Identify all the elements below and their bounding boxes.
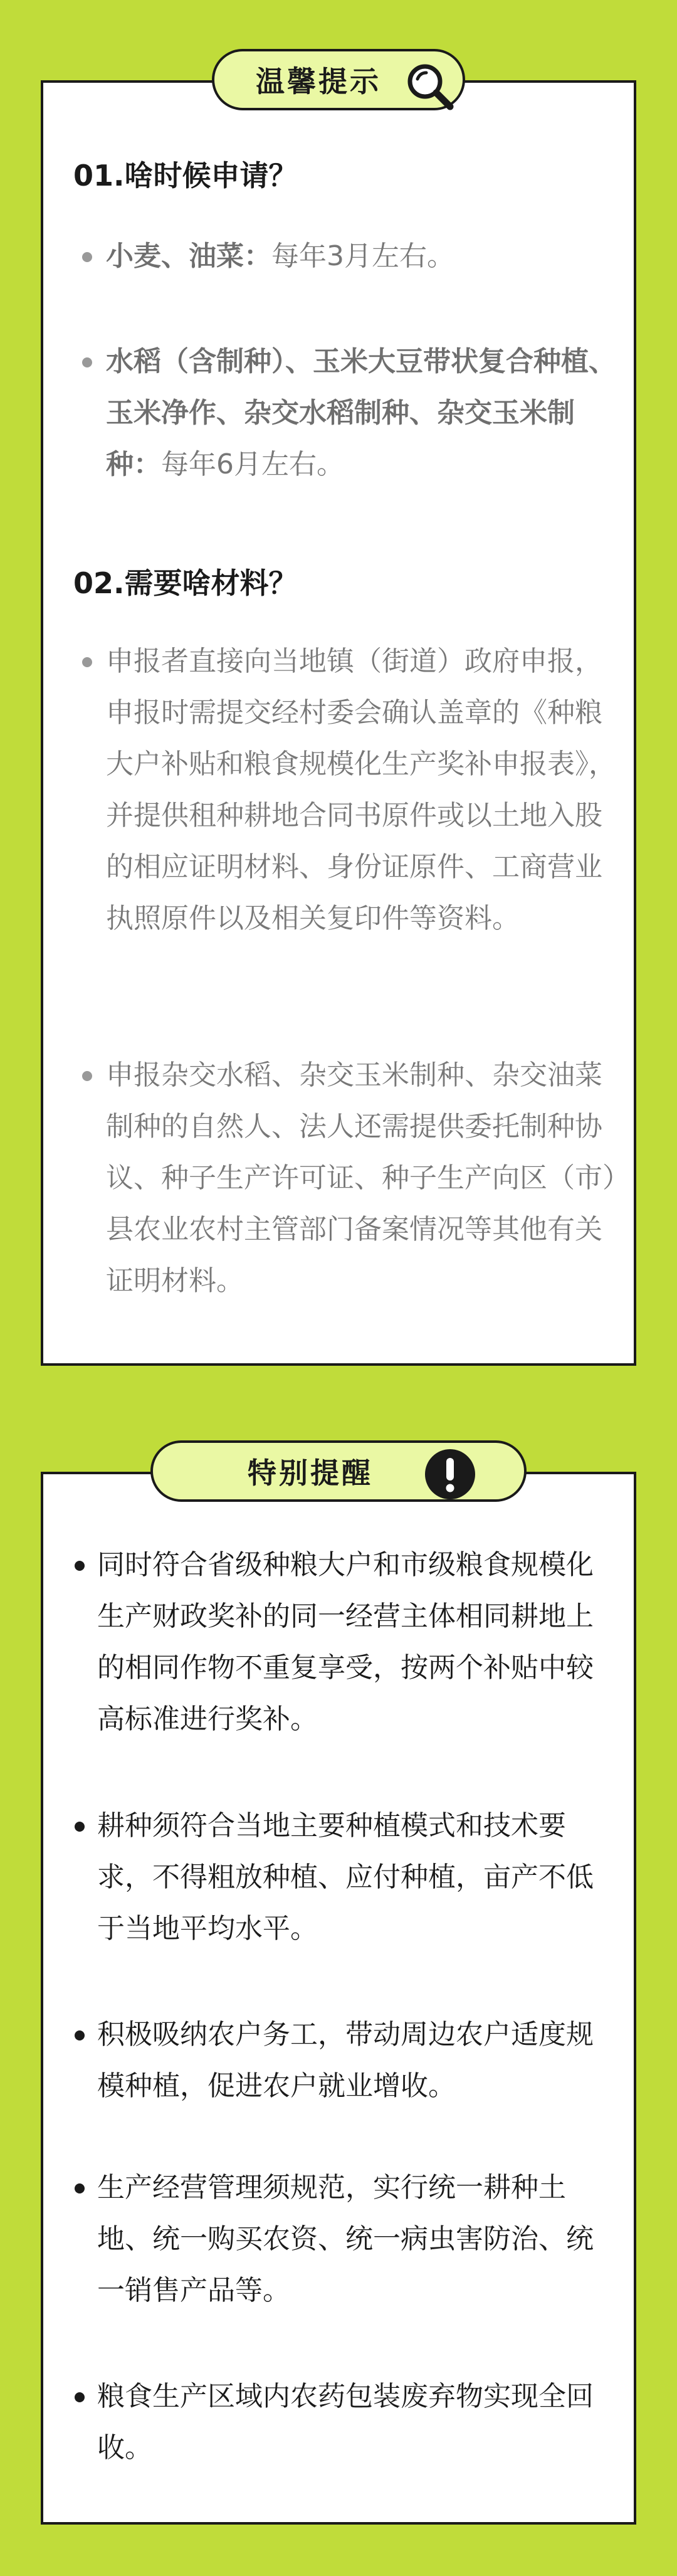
list-item <box>97 2371 617 2474</box>
list-item <box>97 1800 617 1955</box>
exclamation-icon <box>424 1448 476 1501</box>
tips-card <box>41 80 636 1366</box>
item-text: 生产经营管理须规范，实行统一耕种土地、统一购买农资、统一病虫害防治、统一销售产品等。 <box>97 2172 594 2306</box>
q2-heading: 02.需要啥材料？ <box>73 566 298 600</box>
item-text: 每年6月左右。 <box>161 448 344 480</box>
item-text: 粮食生产区域内农药包装废弃物实现全回收。 <box>97 2380 594 2464</box>
item-text: 同时符合省级种粮大户和市级粮食规模化生产财政奖补的同一经营主体相同耕地上的相同作物不重复享受，按两个补贴中较高标准进行奖补。 <box>97 1549 594 1735</box>
magnifier-icon <box>399 55 459 115</box>
item-lead: 水稻（含制种）、玉米大豆带状复合种植、玉米净作、杂交水稻制种、杂交玉米制种： <box>106 346 616 480</box>
tips-title: 温馨提示 <box>256 65 381 98</box>
item-text: 申报杂交水稻、杂交玉米制种、杂交油菜制种的自然人、法人还需提供委托制种协议、种子生产许可证、种子生产向区（市）县农业农村主管部门备案情况等其他有关证明材料。 <box>106 1059 616 1297</box>
item-text: 耕种须符合当地主要种植模式和技术要求，不得粗放种植、应付种植，亩产不低于当地平均水平。 <box>97 1810 594 1945</box>
list-item <box>106 1050 626 1307</box>
list-item <box>97 2162 617 2316</box>
item-text: 申报者直接向当地镇（街道）政府申报，申报时需提交经村委会确认盖章的《种粮大户补贴和粮食规模化生产奖补申报表》，并提供租种耕地合同书原件或以土地入股的相应证明材料、身份证原件、工商营业执照原件以及相关复印件等资料。 <box>106 645 616 934</box>
item-lead: 小麦、油菜： <box>106 240 271 272</box>
reminder-title: 特别提醒 <box>248 1456 373 1490</box>
list-item <box>97 2009 617 2112</box>
item-text: 每年3月左右。 <box>271 240 454 272</box>
reminder-card <box>41 1472 636 2525</box>
list-item <box>106 231 626 282</box>
tips-title-pill <box>212 49 465 110</box>
list-item <box>106 636 626 944</box>
item-text: 积极吸纳农户务工，带动周边农户适度规模种植，促进农户就业增收。 <box>97 2019 594 2102</box>
list-item <box>97 1539 617 1745</box>
reminder-title-pill <box>150 1440 527 1502</box>
list-item <box>106 336 626 490</box>
q1-heading: 01.啥时候申请？ <box>73 159 298 193</box>
